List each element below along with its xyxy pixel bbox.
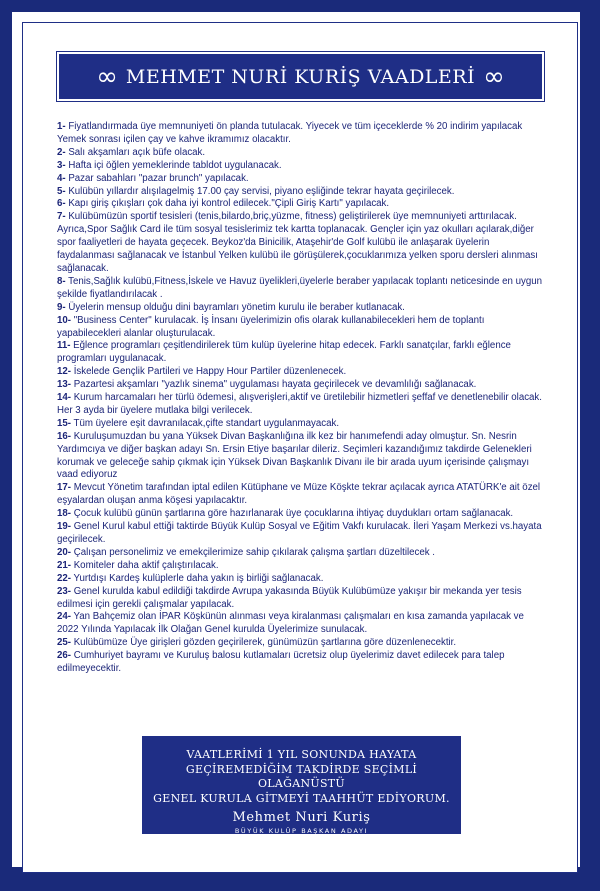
promise-number: 24- [57, 611, 72, 623]
promise-number: 9- [57, 301, 66, 313]
promise-text: Çocuk kulübü günün şartlarına göre hazırlanarak üye çocuklarına ihtiyaç duydukları ortam sağlanacak. [73, 508, 514, 520]
promise-text: Pazar sabahları "pazar brunch" yapılacak. [68, 172, 249, 184]
promise-number: 3- [57, 159, 66, 171]
infinity-left-icon: ∞ [96, 61, 118, 92]
pledge-text [142, 748, 461, 806]
promise-number: 18- [57, 508, 72, 520]
promise-item [57, 547, 545, 560]
promise-number: 21- [57, 559, 72, 571]
candidate-name: Mehmet Nuri Kuriş [232, 810, 371, 825]
promise-text: Çalışan personelimiz ve emekçilerimize sahip çıkılarak çalışma şartları düzeltilecek . [73, 546, 435, 558]
promise-item [57, 147, 545, 160]
promise-item [57, 302, 545, 315]
promise-text: Eğlence programları çeşitlendirilerek tüm kulüp üyelerine hitap edecek. Farklı sanatçılar, farklı eğlence programları uygulanacak. [57, 340, 511, 365]
promise-item [57, 650, 545, 676]
promise-text: Kapı giriş çıkışları çok daha iyi kontrol edilecek."Çipli Giriş Kartı" yapılacak. [68, 198, 390, 210]
promise-text: Pazartesi akşamları "yazlık sinema" uygulaması hayata geçirilecek ve devamlılığı sağlanacak. [73, 379, 477, 391]
promise-number: 17- [57, 482, 72, 494]
promise-item [57, 121, 545, 147]
promise-item [57, 211, 545, 276]
promise-item [57, 611, 545, 637]
promise-list [57, 121, 545, 676]
promise-number: 4- [57, 172, 66, 184]
promise-text: Genel Kurul kabul ettiği taktirde Büyük Kulüp Sosyal ve Eğitim Vakfı kurulacak. İleri Yaşam Merkezi vs.hayata geçirilecek. [57, 521, 542, 545]
promise-number: 20- [57, 546, 72, 558]
promise-text: Üyelerin mensup olduğu dini bayramları yönetim kurulu ile beraber kutlanacak. [68, 301, 405, 313]
promise-number: 26- [57, 650, 72, 662]
promise-text: Genel kurulda kabul edildiği takdirde Avrupa yakasında Büyük Kulübümüze yakışır bir mekanda yer tesis edilmesi için gerekli çalışmalar yapılacak. [57, 585, 522, 610]
promise-text: Fiyatlandırmada üye memnuniyeti ön planda tutulacak. Yiyecek ve tüm içeceklerde % 20 indirim yapılacak Yemek sonrası içilen çay ve kahve ikramımız olacaktır. [57, 121, 523, 145]
promise-item [57, 315, 545, 341]
infinity-right-icon: ∞ [483, 61, 505, 92]
promise-item [57, 366, 545, 379]
promise-number: 12- [57, 366, 72, 378]
promise-item [57, 637, 545, 650]
promise-item [57, 276, 545, 302]
promise-text: Kuruluşumuzdan bu yana Yüksek Divan Başkanlığına ilk kez bir hanımefendi aday olmuştur. Sn. Nesrin Yardımcıya ve diğer başkan adayı Sn. Ersin Etiye başarılar dileriz. Seçimleri kazandığımız takdirde Gelenekleri korumak ve geleceğe sahip çıkmak için Yüksek Divan Başkanlık Divanı ile bir arada uyum içerisinde çalışmayı vaad ediyoruz [57, 430, 532, 481]
promise-text: Kulübümüzün sportif tesisleri (tenis,bilardo,briç,yüzme, fitness) geliştirilerek üye memnuniyeti arttırılacak. Ayrıca,Spor Sağlık Card ile tüm sosyal tesislerimiz tek kartta toplanacak. Gençler için yaz okulları açılarak,diğer spor faaliyetleri de hayata geçecek. Beykoz'da Binicilik, Ataşehir'de Golf kulübü ile anlaşarak üyelerin faydalanması sağlanacak ve İstanbul Yelken kulübü ile görüşülerek,çocuklarımıza yelken sporu dersleri alınması sağlanacak. [57, 211, 538, 274]
promise-number: 23- [57, 585, 72, 597]
promise-item [57, 418, 545, 431]
promise-number: 16- [57, 430, 72, 442]
pledge-box [142, 736, 461, 834]
pledge-line: GEÇİREMEDİĞİM TAKDİRDE SEÇİMLİ OLAĞANÜSTÜ [185, 762, 418, 790]
promise-item [57, 198, 545, 211]
promise-number: 22- [57, 572, 72, 584]
promise-item [57, 379, 545, 392]
promise-item [57, 392, 545, 418]
promise-number: 14- [57, 392, 72, 404]
promise-text: Tüm üyelere eşit davranılacak,çifte standart uygulanmayacak. [73, 417, 340, 429]
title-banner [57, 52, 544, 101]
promise-number: 19- [57, 521, 72, 533]
promise-number: 8- [57, 275, 66, 287]
promise-item [57, 521, 545, 547]
promise-number: 11- [57, 340, 71, 352]
promise-text: Tenis,Sağlık kulübü,Fitness,İskele ve Havuz üyelikleri,üyelerle beraber yapılacak toplantı neticesinde en uygun şekilde fiyatlandırılacak . [57, 275, 543, 300]
candidate-role: BÜYÜK KULÜP BAŞKAN ADAYI [234, 827, 369, 835]
promise-number: 10- [57, 314, 72, 326]
promise-text: İskelede Gençlik Partileri ve Happy Hour Partiler düzenlenecek. [73, 366, 347, 378]
promise-item [57, 560, 545, 573]
promise-text: Mevcut Yönetim tarafından iptal edilen Kütüphane ve Müze Köşkte tekrar açılacak ayrıca ATATÜRK'e ait özel eşyalardan oluşan anma köşesi yapılacaktır. [57, 482, 541, 507]
promise-text: Cumhuriyet bayramı ve Kuruluş balosu kutlamaları ücretsiz olup üyelerimiz davet edilecek para talep edilmeyecektir. [57, 650, 505, 675]
promise-text: Salı akşamları açık büfe olacak. [68, 146, 206, 158]
promise-text: Kulübün yıllardır alışılagelmiş 17.00 çay servisi, piyano eşliğinde tekrar hayata geçirilecek. [68, 185, 455, 197]
promise-item [57, 340, 545, 366]
promise-number: 2- [57, 146, 66, 158]
promise-text: Yan Bahçemiz olan İPAR Köşkünün alınması veya kiralanması çalışmaları en kısa zamanda yapılacak ve 2022 Yılında Yapılacak İlk Olağan Genel kurulda Üyelerimize sunulacak. [57, 611, 524, 636]
promise-text: Hafta içi öğlen yemeklerinde tabldot uygulanacak. [68, 159, 282, 171]
promise-item [57, 173, 545, 186]
promise-text: Komiteler daha aktif çalıştırılacak. [73, 559, 219, 571]
promise-item [57, 431, 545, 483]
promise-number: 5- [57, 185, 66, 197]
promise-number: 6- [57, 198, 66, 210]
promise-item [57, 160, 545, 173]
promise-item [57, 508, 545, 521]
promise-item [57, 482, 545, 508]
promise-text: Kurum harcamaları her türlü ödemesi, alışverişleri,aktif ve üretilebilir hizmetleri şeffaf ve denetlenebilir olacak. Her 3 ayda bir üyelere mutlaka bilgi verilecek. [57, 392, 542, 416]
promise-text: Kulübümüze Üye girişleri gözden geçirilerek, günümüzün şartlarına göre düzenlenecektir. [73, 637, 457, 649]
promise-item [57, 573, 545, 586]
promise-number: 13- [57, 379, 72, 391]
pledge-line: VAATLERİMİ 1 YIL SONUNDA HAYATA [186, 748, 417, 761]
promise-text: Yurtdışı Kardeş kulüplerle daha yakın iş birliği sağlanacak. [73, 572, 324, 584]
promise-text: "Business Center" kurulacak. İş İnsanı üyelerimizin ofis olarak kullanabilecekleri hem de toplantı yapabilecekleri alanlar oluşturulacak. [57, 314, 485, 339]
page-title: MEHMET NURİ KURİŞ VAADLERİ [125, 65, 476, 88]
promise-number: 25- [57, 637, 72, 649]
pledge-line: GENEL KURULA GİTMEYİ TAAHHÜT EDİYORUM. [153, 791, 450, 805]
promise-item [57, 186, 545, 199]
promise-item [57, 586, 545, 612]
promise-number: 1- [57, 121, 66, 132]
promise-number: 7- [57, 211, 66, 223]
promise-number: 15- [57, 417, 72, 429]
